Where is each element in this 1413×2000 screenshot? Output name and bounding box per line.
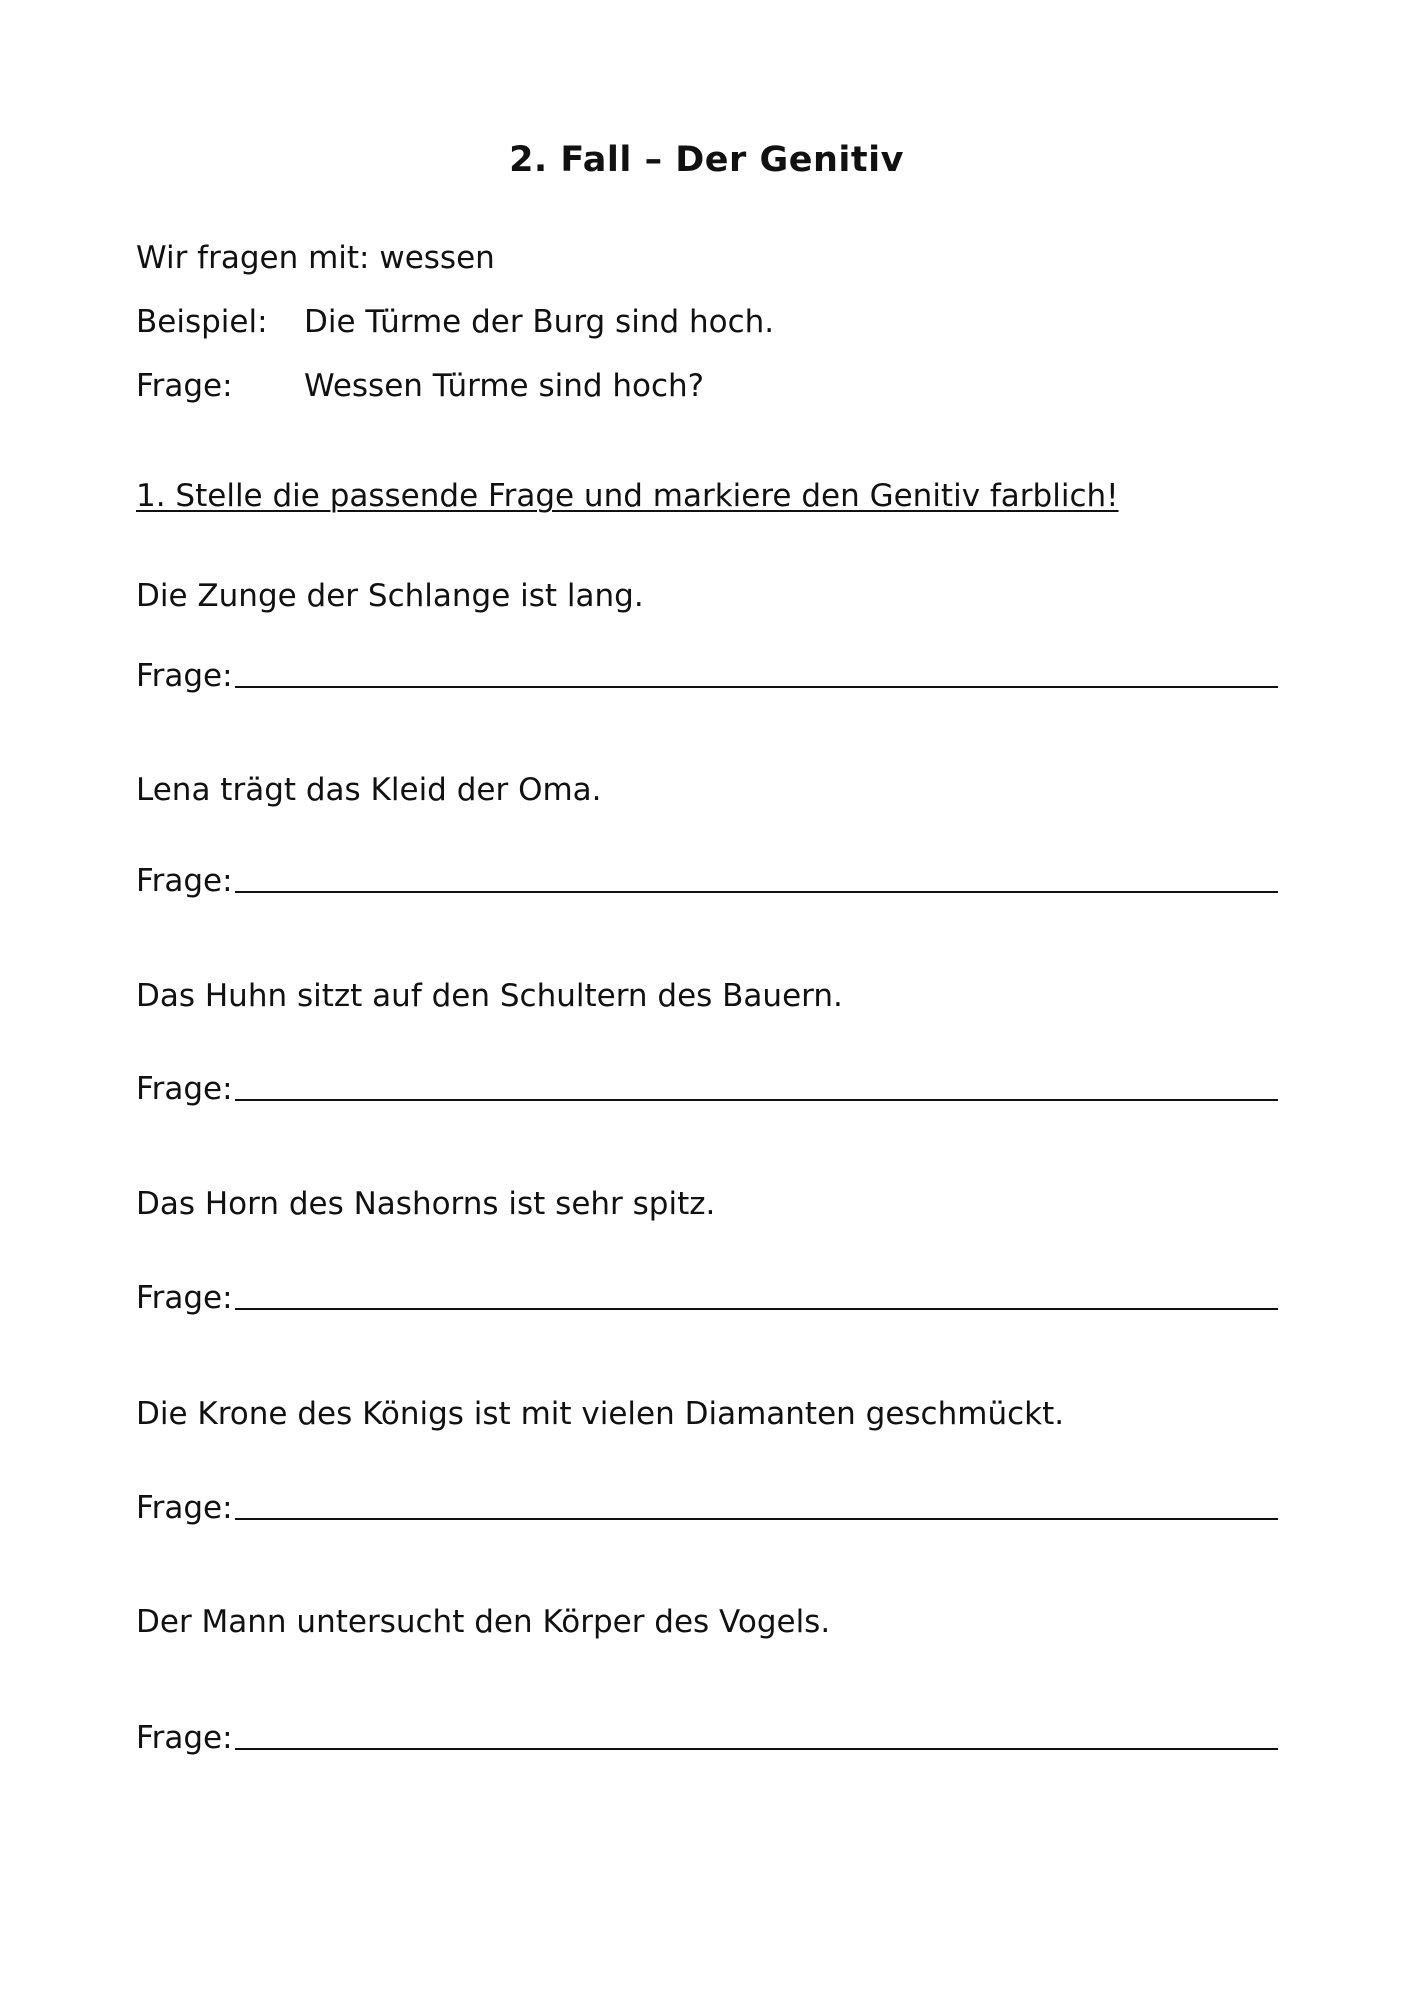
answer-blank-6[interactable] (235, 1748, 1278, 1750)
answer-blank-1[interactable] (235, 686, 1278, 688)
answer-label-3: Frage: (136, 1071, 233, 1107)
answer-label-6: Frage: (136, 1720, 233, 1756)
example-question-text: Wessen Türme sind hoch? (304, 368, 705, 404)
answer-blank-4[interactable] (235, 1308, 1278, 1310)
answer-row-4 (136, 1272, 1278, 1316)
answer-label-5: Frage: (136, 1490, 233, 1526)
answer-label-2: Frage: (136, 863, 233, 899)
answer-row-6 (136, 1712, 1278, 1756)
exercise-sentence-1: Die Zunge der Schlange ist lang. (136, 578, 644, 614)
exercise-sentence-5: Die Krone des Königs ist mit vielen Diamanten geschmückt. (136, 1396, 1065, 1432)
answer-label-4: Frage: (136, 1280, 233, 1316)
answer-label-1: Frage: (136, 658, 233, 694)
question-word-line: Wir fragen mit: wessen (136, 240, 495, 276)
task-instruction: 1. Stelle die passende Frage und markiere den Genitiv farblich! (136, 478, 1119, 514)
exercise-sentence-2: Lena trägt das Kleid der Oma. (136, 772, 602, 808)
answer-blank-2[interactable] (235, 891, 1278, 893)
example-line (136, 304, 774, 340)
example-label: Beispiel: (136, 304, 268, 340)
exercise-sentence-6: Der Mann untersucht den Körper des Vogels. (136, 1604, 831, 1640)
exercise-sentence-4: Das Horn des Nashorns ist sehr spitz. (136, 1186, 716, 1222)
answer-row-5 (136, 1482, 1278, 1526)
example-text: Die Türme der Burg sind hoch. (304, 304, 775, 340)
answer-blank-3[interactable] (235, 1099, 1278, 1101)
example-question-line (136, 368, 704, 404)
answer-row-3 (136, 1063, 1278, 1107)
page-title: 2. Fall – Der Genitiv (509, 140, 904, 180)
exercise-sentence-3: Das Huhn sitzt auf den Schultern des Bauern. (136, 978, 843, 1014)
example-question-label: Frage: (136, 368, 233, 404)
answer-blank-5[interactable] (235, 1518, 1278, 1520)
answer-row-1 (136, 650, 1278, 694)
answer-row-2 (136, 855, 1278, 899)
